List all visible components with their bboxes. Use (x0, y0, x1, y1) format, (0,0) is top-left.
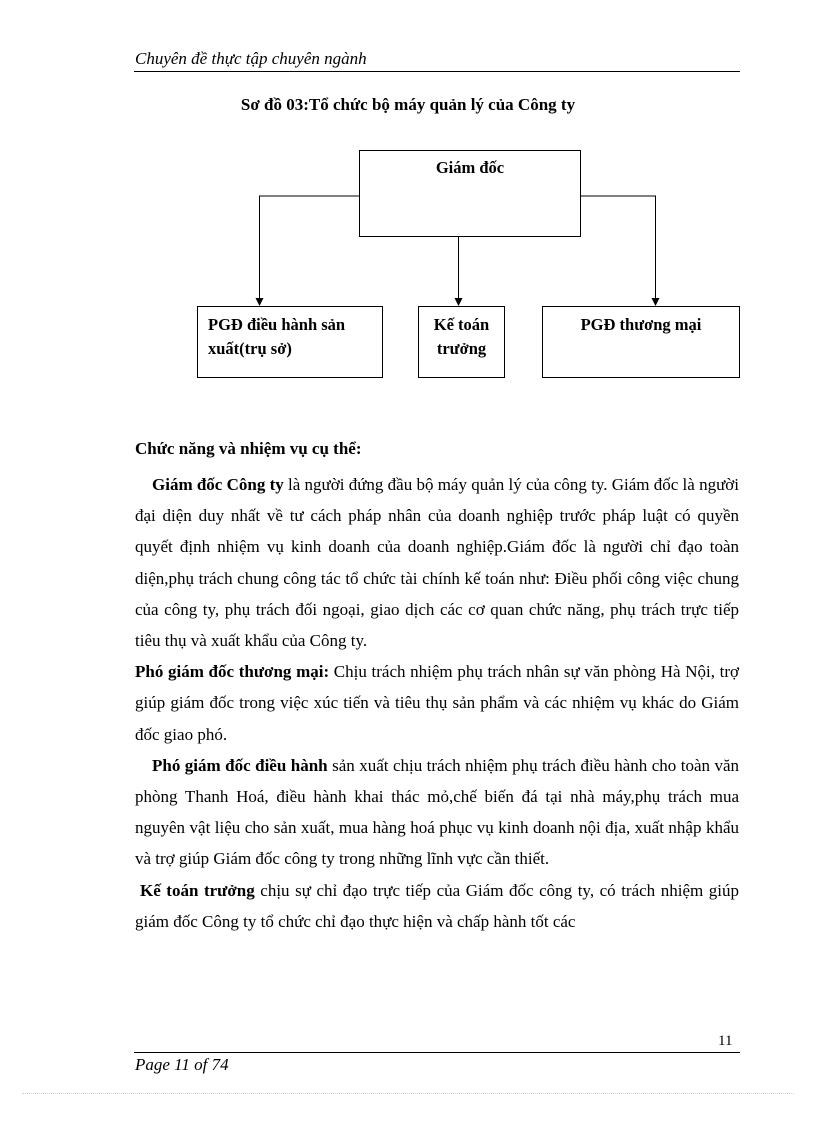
paragraph-trade-deputy (135, 656, 739, 750)
paragraph-production-deputy-text: sản xuất chịu trách nhiệm phụ trách điều hành cho toàn văn phòng Thanh Hoá, điều hành khai thác mỏ,chế biến đá tại nhà máy,phụ trách mua nguyên vật liệu cho sản xuất, mua hàng hoá phục vụ kinh doanh nội địa, xuất nhập khẩu và trợ giúp Giám đốc công ty trong những lĩnh vực cần thiết. (135, 755, 739, 869)
paragraph-production-deputy-lead: Phó giám đốc điều hành (152, 755, 328, 775)
org-box-chief-accountant (418, 306, 505, 378)
director-label: Giám đốc (435, 158, 505, 177)
paragraph-production-deputy (135, 750, 739, 875)
production-deputy-label-line2: xuất(trụ sở) (208, 339, 292, 358)
page-bottom-edge (22, 1093, 794, 1094)
body-content (135, 436, 739, 937)
paragraph-chief-accountant-text: chịu sự chỉ đạo trực tiếp của Giám đốc công ty, có trách nhiệm giúp giám đốc Công ty tổ chức chỉ đạo thực hiện và chấp hành tốt các (135, 880, 739, 931)
page-footer-label: Page 11 of 74 (135, 1055, 229, 1074)
footer-divider (134, 1052, 740, 1053)
paragraph-director (135, 469, 739, 656)
paragraph-trade-deputy-lead: Phó giám đốc thương mại: (135, 662, 330, 682)
org-box-director (359, 150, 581, 237)
chief-accountant-label-line2: trưởng (436, 339, 487, 358)
header-divider (134, 71, 740, 72)
paragraph-trade-deputy-text: Chịu trách nhiệm phụ trách nhân sự văn phòng Hà Nội, trợ giúp giám đốc trong việc xúc tiến và tiêu thụ sản phẩm và các nhiệm vụ khác do Giám đốc giao phó. (135, 662, 739, 744)
diagram-title: Sơ đồ 03:Tổ chức bộ máy quản lý của Công ty (240, 95, 576, 114)
paragraph-director-text: là người đứng đầu bộ máy quản lý của công ty. Giám đốc là người đại diện duy nhất về tư cách pháp nhân của doanh nghiệp trước pháp luật có quyền quyết định nhiệm vụ kinh doanh của doanh nghiệp.Giám đốc là người chỉ đạo toàn diện,phụ trách chung công tác tổ chức tài chính kế toán như: Điều phối công việc chung của công ty, phụ trách đối ngoại, giao dịch các cơ quan chức năng, phụ trách trực tiếp tiêu thụ và xuất khẩu của Công ty. (135, 475, 740, 651)
connector-director-to-trade (581, 196, 656, 305)
page-number: 11 (718, 1033, 733, 1049)
trade-deputy-label: PGĐ thương mại (580, 315, 702, 334)
paragraph-director-lead: Giám đốc Công ty (152, 475, 284, 494)
chief-accountant-label-line1: Kế toán (433, 315, 490, 334)
org-box-trade-deputy (542, 306, 740, 378)
production-deputy-label-line1: PGĐ điều hành sản (208, 315, 346, 334)
document-header: Chuyên đề thực tập chuyên ngành (135, 49, 367, 68)
section-title: Chức năng và nhiệm vụ cụ thể: (135, 439, 362, 458)
org-box-production-deputy (197, 306, 383, 378)
paragraph-chief-accountant (135, 875, 739, 937)
paragraph-chief-accountant-lead: Kế toán trưởng (140, 880, 255, 900)
connector-director-to-production (260, 196, 360, 305)
